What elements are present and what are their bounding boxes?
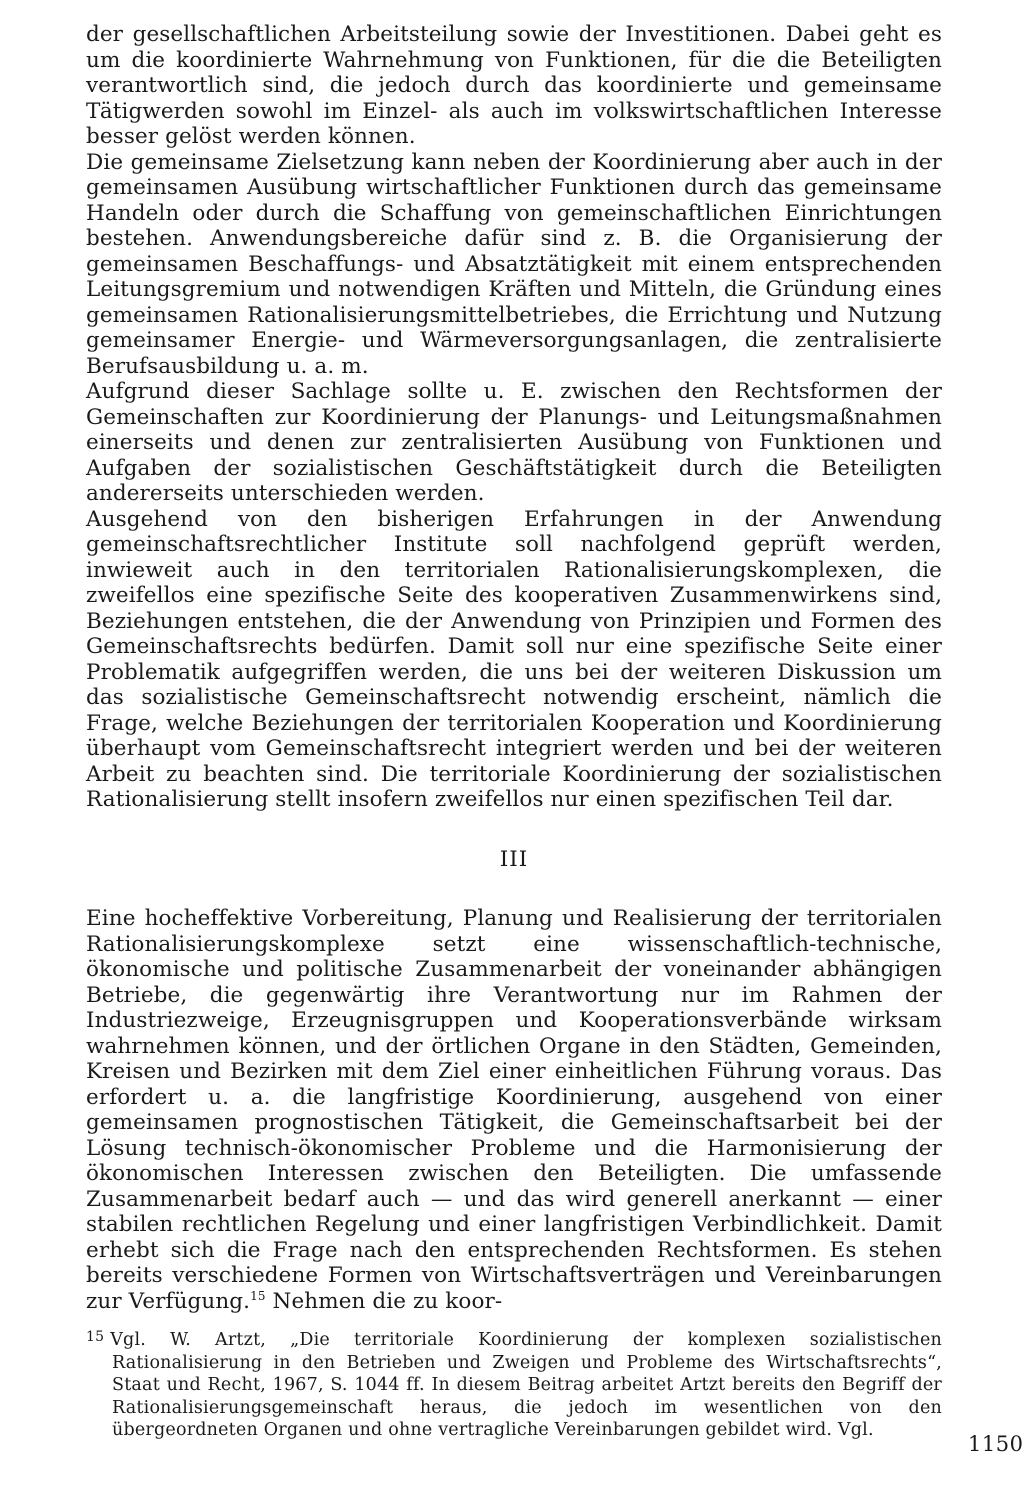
footnotes-section [86, 1326, 942, 1442]
footnote-15 [86, 1326, 942, 1442]
paragraph-continuation-text: Nehmen die zu koor- [265, 1288, 503, 1314]
paragraph-division-of-labor: der gesellschaftlichen Arbeitsteilung sowie der Investitionen. Dabei geht es um die koordinierte Wahrnehmung von Funktionen, für die die Beteiligten verantwortlich sind, die jedoch durch das koordinierte und gemeinsame Tätigwerden sowohl im Einzel- als auch im volkswirtschaftlichen Interesse besser gelöst werden können. [86, 22, 942, 149]
footnote-text: Vgl. W. Artzt, „Die territoriale Koordinierung der komplexen sozialistischen Rationalisierung in den Betrieben und Zweigen und Probleme des Wirtschaftsrechts“, Staat und Recht, 1967, S. 1044 ff. In diesem Beitrag arbeitet Artzt bereits den Begriff der Rationalisierungsgemeinschaft heraus, die jedoch im wesentlichen von den übergeordneten Organen und ohne vertragliche Vereinbarungen gebildet wird. Vgl. [110, 1330, 942, 1440]
page-number: 1150 [968, 1432, 1024, 1456]
paragraph-body-text: Eine hocheffektive Vorbereitung, Planung und Realisierung der territorialen Rationalisierungskomplexe setzt eine wissenschaftlich-technische, ökonomische und politische Zusammenarbeit der voneinander abhängigen Betriebe, die gegenwärtig ihre Verantwortung nur im Rahmen der Industriezweige, Erzeugnisgruppen und Kooperationsverbände wirksam wahrnehmen können, und der örtlichen Organe in den Städten, Gemeinden, Kreisen und Bezirken mit dem Ziel einer einheitlichen Führung voraus. Das erfordert u. a. die langfristige Koordinierung, ausgehend von einer gemeinsamen prognostischen Tätigkeit, die Gemeinschaftsarbeit bei der Lösung technisch-ökonomischer Probleme und die Harmonisierung der ökonomischen Interessen zwischen den Beteiligten. Die umfassende Zusammenarbeit bedarf auch — und das wird generell anerkannt — einer stabilen rechtlichen Regelung und einer langfristigen Verbindlichkeit. Damit erhebt sich die Frage nach den entsprechenden Rechtsformen. Es stehen bereits verschiedene Formen von Wirtschaftsverträgen und Vereinbarungen zur Verfügung. [86, 906, 942, 1314]
document-page [86, 22, 942, 1442]
paragraph-common-objective: Die gemeinsame Zielsetzung kann neben der Koordinierung aber auch in der gemeinsamen Ausübung wirtschaftlicher Funktionen durch das gemeinsame Handeln oder durch die Schaffung von gemeinschaftlichen Einrichtungen bestehen. Anwendungsbereiche dafür sind z. B. die Organisierung der gemeinsamen Beschaffungs- und Absatztätigkeit mit einem entsprechenden Leitungsgremium und notwendigen Kräften und Mitteln, die Gründung eines gemeinsamen Rationalisierungsmittelbetriebes, die Errichtung und Nutzung gemeinsamer Energie- und Wärmeversorgungsanlagen, die zentralisierte Berufsausbildung u. a. m. [86, 149, 942, 379]
paragraph-territorial-complexes: Ausgehend von den bisherigen Erfahrungen in der Anwendung gemeinschaftsrechtlicher Institute soll nachfolgend geprüft werden, inwieweit auch in den territorialen Rationalisierungskomplexen, die zweifellos eine spezifische Seite des kooperativen Zusammenwirkens sind, Beziehungen entstehen, die der Anwendung von Prinzipien und Formen des Gemeinschaftsrechts bedürfen. Damit soll nur eine spezifische Seite einer Problematik aufgegriffen werden, die uns bei der weiteren Diskussion um das sozialistische Gemeinschaftsrecht notwendig erscheint, nämlich die Frage, welche Beziehungen der territorialen Kooperation und Koordinierung überhaupt vom Gemeinschaftsrecht integriert werden und bei der weiteren Arbeit zu beachten sind. Die territoriale Koordinierung der sozialistischen Rationalisierung stellt insofern zweifellos nur einen spezifischen Teil dar. [86, 506, 942, 812]
footnote-number: 15 [86, 1329, 105, 1345]
footnote-reference[interactable]: 15 [250, 1288, 266, 1303]
paragraph-legal-forms: Aufgrund dieser Sachlage sollte u. E. zwischen den Rechtsformen der Gemeinschaften zur Koordinierung der Planungs- und Leitungsmaßnahmen einerseits und denen zur zentralisierten Ausübung von Funktionen und Aufgaben der sozialistischen Geschäftstätigkeit durch die Beteiligten andererseits unterschieden werden. [86, 379, 942, 506]
section-heading-iii: III [499, 846, 529, 872]
paragraph-rationalization-complexes [86, 906, 942, 1314]
